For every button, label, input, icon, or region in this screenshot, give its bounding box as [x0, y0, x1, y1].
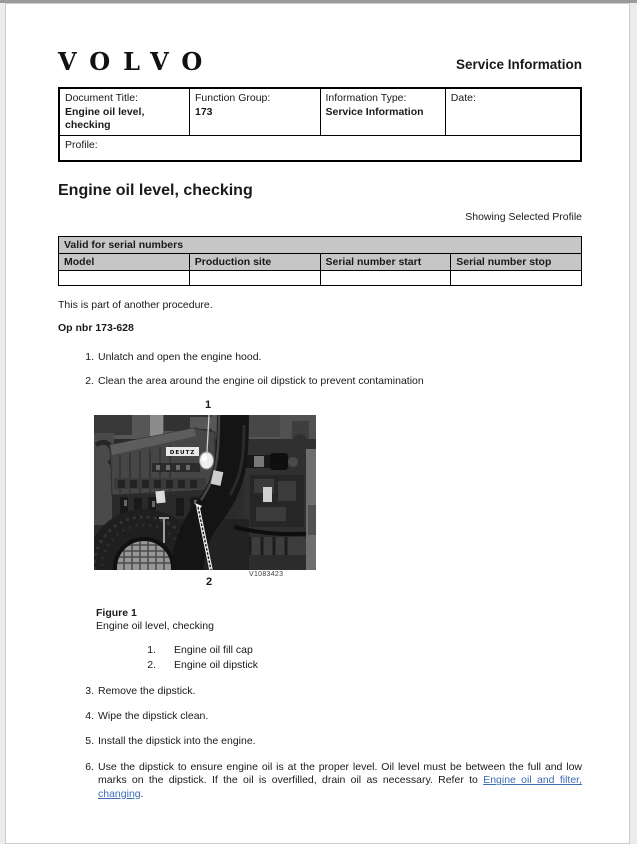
list-item — [58, 710, 582, 723]
function-group-value: 173 — [195, 105, 213, 118]
profile-label: Profile: — [65, 138, 98, 151]
list-item — [58, 375, 582, 388]
legend-number: 1. — [147, 644, 156, 657]
step-text: Unlatch and open the engine hood. — [98, 351, 262, 364]
procedure-steps — [58, 351, 582, 388]
figure-subtitle: Engine oil level, checking — [96, 620, 214, 633]
information-type-cell — [320, 88, 445, 135]
list-item — [58, 761, 582, 801]
information-type-value: Service Information — [325, 105, 424, 118]
document-title-value: Engine oil level, checking — [65, 105, 145, 132]
column-header-serial-stop: Serial number stop — [451, 254, 582, 271]
intro-text: This is part of another procedure. — [58, 299, 213, 312]
date-label: Date: — [450, 92, 476, 104]
document-title-label: Document Title: — [65, 92, 138, 104]
list-item — [96, 659, 582, 673]
information-type-label: Information Type: — [325, 92, 407, 104]
legend-text: Engine oil dipstick — [174, 658, 259, 671]
figure-1-block — [58, 398, 582, 596]
document-header — [58, 4, 582, 74]
procedure-steps-continued — [58, 685, 582, 802]
step-text — [98, 761, 582, 801]
list-item — [96, 644, 582, 658]
legend-text: Engine oil fill cap — [174, 644, 253, 657]
step-text-before-link: Use the dipstick to ensure engine oil is at the proper level. Oil level must be between the full and low marks on the dipstick. If the oil is overfilled, drain oil as necessary. Refer to — [98, 760, 582, 787]
step-text-after-link: . — [140, 787, 144, 800]
production-site-value-cell — [189, 271, 320, 286]
date-cell — [445, 88, 581, 135]
engine-photo — [94, 415, 316, 570]
operation-number: Op nbr 173-628 — [58, 322, 134, 335]
engine-photo-illustration — [94, 415, 316, 570]
image-id: V1083423 — [249, 571, 284, 579]
serial-table-caption: Valid for serial numbers — [59, 237, 582, 254]
step-number: 1. — [85, 351, 94, 364]
document-info-table — [58, 87, 582, 162]
serial-stop-value-cell — [451, 271, 582, 286]
step-text: Clean the area around the engine oil dipstick to prevent contamination — [98, 374, 424, 387]
column-header-serial-start: Serial number start — [320, 254, 451, 271]
figure-callout-2: 2 — [206, 576, 213, 589]
column-header-production-site: Production site — [189, 254, 320, 271]
step-number: 5. — [85, 735, 94, 748]
document-page — [5, 3, 630, 844]
step-text: Wipe the dipstick clean. — [98, 710, 209, 723]
document-content — [6, 4, 629, 843]
serial-start-value-cell — [320, 271, 451, 286]
page-title: Engine oil level, checking — [58, 182, 253, 200]
list-item — [58, 685, 582, 698]
table-row — [59, 271, 582, 286]
model-value-cell — [59, 271, 190, 286]
figure-legend — [96, 644, 582, 672]
link-engine-oil-and-filter-changing[interactable]: Engine oil and filter, changing — [98, 774, 582, 800]
legend-number: 2. — [147, 658, 156, 671]
step-number: 3. — [85, 684, 94, 697]
column-header-model: Model — [59, 254, 190, 271]
figure-footer — [94, 570, 316, 596]
step-number: 4. — [85, 710, 94, 723]
list-item — [58, 351, 582, 364]
service-information-label: Service Information — [455, 57, 582, 72]
step-text: Install the dipstick into the engine. — [98, 735, 256, 748]
list-item — [58, 735, 582, 748]
figure-callout-1: 1 — [205, 399, 212, 412]
figure-caption — [96, 607, 582, 672]
function-group-label: Function Group: — [195, 92, 271, 104]
serial-numbers-table — [58, 236, 582, 286]
figure-title: Figure 1 — [96, 607, 137, 620]
volvo-logo: VOLVO — [58, 47, 216, 76]
svg-text:DEUTZ: DEUTZ — [169, 450, 196, 457]
document-title-cell — [59, 88, 190, 135]
profile-cell — [59, 135, 581, 161]
step-text: Remove the dipstick. — [98, 684, 196, 697]
showing-selected-profile-note: Showing Selected Profile — [465, 211, 582, 224]
step-number: 6. — [85, 760, 94, 773]
function-group-cell — [190, 88, 321, 135]
step-number: 2. — [85, 374, 94, 387]
